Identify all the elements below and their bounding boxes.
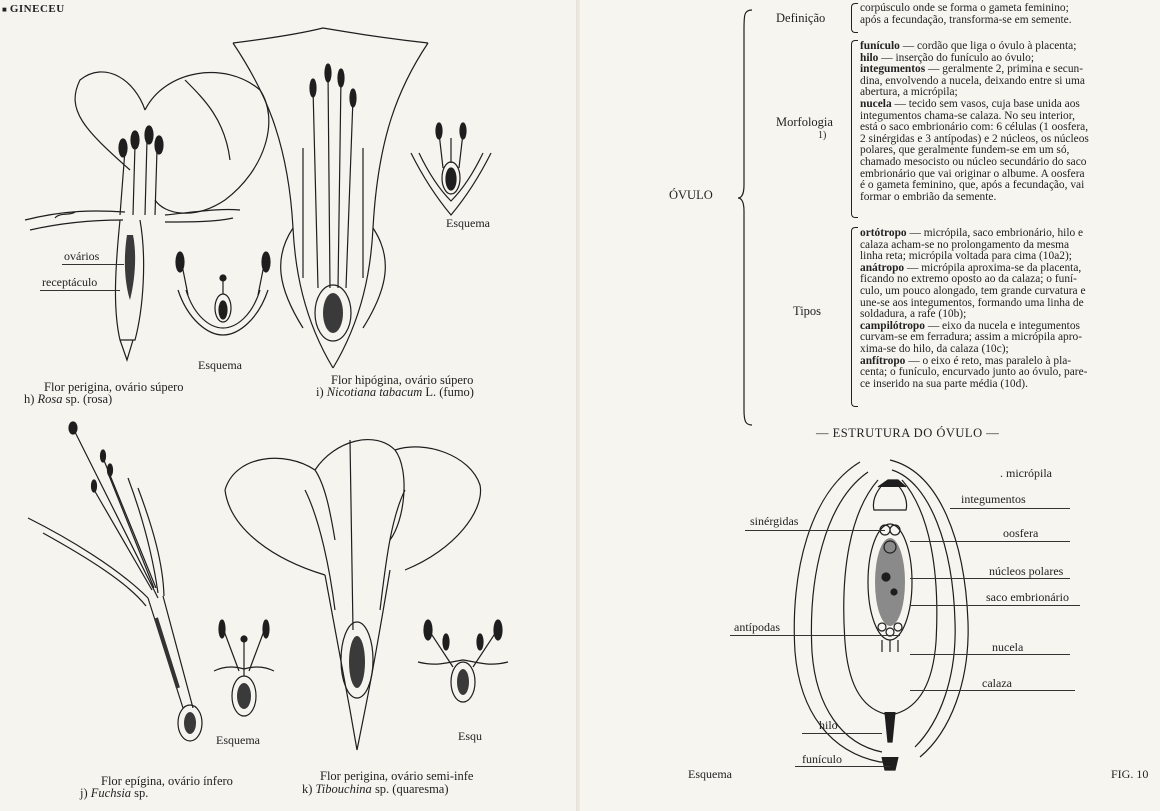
- label-nucela: nucela: [992, 640, 1024, 654]
- label-esquema-i: Esquema: [446, 216, 490, 230]
- figure-number: FIG. 10: [1111, 767, 1149, 781]
- definicao-label: Definição: [776, 11, 826, 25]
- tibouchina-scheme-drawing: [418, 622, 508, 707]
- label-esquema-j: Esquema: [216, 733, 260, 747]
- estrutura-title: — ESTRUTURA DO ÓVULO —: [816, 426, 1000, 440]
- label-esquema-k: Esqu: [458, 729, 482, 743]
- fuchsia-flower-drawing: [28, 418, 228, 748]
- caption-k-line2: k) Tibouchina sp. (quaresma): [302, 782, 449, 796]
- morfologia-label: Morfologia: [776, 115, 833, 129]
- label-integumentos: integumentos: [961, 492, 1026, 506]
- tipos-text: ortótropo — micrópila, saco embrionário, hilo e calaza acham-se no prolongamento da mesma linha reta; micrópila voltada para cima (10a2); anátropo — micrópila aproxima-se da placenta, ficando no extremo oposto ao da calaza; o funí- culo, um pouco alongado, tem grande curvatura e une-se aos integumentos, formando uma linha de soldadura, a rafe (10b); campilótropo — eixo da nucela e integumentos curvam-se em ferradura; assim a micrópila apro- xima-se do hilo, da calaza (10c); anfítropo — o eixo é reto, mas paralelo à pla- centa; o funículo, encurvado junto ao óvulo, pare- ce inserido na sua parte média (10d).: [860, 227, 1088, 390]
- page-header: ■ GINECEU: [2, 3, 65, 15]
- tibouchina-flower-drawing: [225, 430, 485, 760]
- label-receptaculo: receptáculo: [42, 275, 98, 289]
- caption-j-line1: Flor epígina, ovário ínfero: [101, 774, 233, 788]
- caption-h-line2: h) Rosa sp. (rosa): [24, 392, 113, 406]
- label-ovarios: ovários: [64, 249, 100, 263]
- right-page: [580, 0, 1160, 811]
- caption-i-line1: Flor hipógina, ovário súpero: [331, 373, 474, 387]
- morfologia-sub: 1): [818, 130, 827, 141]
- label-antipodas: antípodas: [734, 620, 780, 634]
- label-micropila: . micrópila: [1000, 466, 1052, 480]
- caption-j-line2: j) Fuchsia sp.: [80, 786, 149, 800]
- label-calaza: calaza: [982, 676, 1012, 690]
- label-funiculo: funículo: [802, 752, 842, 766]
- footer-esquema: Esquema: [688, 767, 732, 781]
- label-nucleos-polares: núcleos polares: [989, 564, 1064, 578]
- nicotiana-flower-drawing: [233, 28, 433, 373]
- morfologia-text: funículo — cordão que liga o óvulo à placenta; hilo — inserção do funículo ao óvulo; integumentos — geralmente 2, primina e secun- dina, envolvendo a nucela, deixando entre si uma abertura, a micrópila; nucela — tecido sem vasos, cuja base unida aos integumentos chama-se calaza. No seu interior, está o saco embrionário com: 6 células (1 oosfera, 2 sinérgidas e 3 antípodas) e 2 núcleos, os núcleos polares, que geralmente fundem-se em um só, chamado mesocisto ou núcleo secundário do saco embrionário que vai originar o albume. A oosfera é o gameta feminino, que, após a fecundação, vai formar o embrião da semente.: [860, 40, 1089, 203]
- nicotiana-scheme-drawing: [411, 123, 491, 218]
- label-esquema-h: Esquema: [198, 358, 242, 372]
- caption-i-line2: i) Nicotiana tabacum L. (fumo): [316, 385, 474, 399]
- caption-k-line1: Flor perigina, ovário semi-infe: [320, 769, 474, 783]
- label-sinergidas: sinérgidas: [750, 514, 799, 528]
- tipos-label: Tipos: [793, 304, 822, 318]
- label-oosfera: oosfera: [1003, 526, 1039, 540]
- definicao-text: corpúsculo onde se forma o gameta feminino; após a fecundação, transforma-se em semente.: [860, 2, 1072, 26]
- ovulo-brace: [738, 10, 758, 430]
- caption-h-line1: Flor perigina, ovário súpero: [44, 380, 184, 394]
- label-hilo: hilo: [819, 718, 838, 732]
- label-saco-embrionario: saco embrionário: [986, 590, 1069, 604]
- ovulo-label: ÓVULO: [669, 188, 713, 202]
